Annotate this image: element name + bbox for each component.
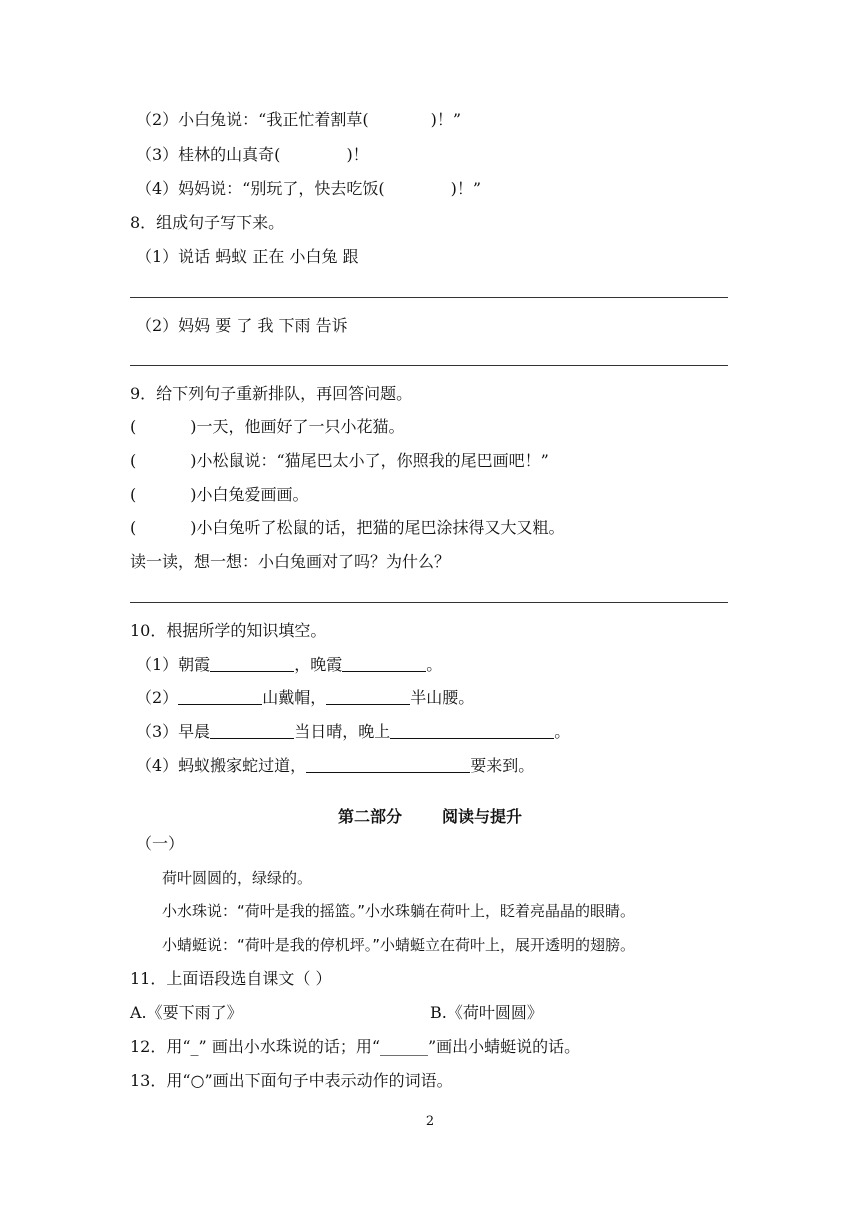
fill-blank[interactable] (210, 722, 294, 739)
q8-item-1: （1）说话 蚂蚁 正在 小白兔 跟 (136, 247, 359, 266)
fill-blank[interactable] (178, 688, 262, 705)
q7-item-3: （3）桂林的山真奇( )！ (136, 145, 369, 164)
q11-option-b[interactable]: B.《荷叶圆圆》 (430, 1003, 543, 1022)
fill-blank[interactable] (342, 655, 426, 672)
q10-item-1: （1）朝霞 ，晚霞 。 (136, 655, 443, 674)
page-number: 2 (425, 1114, 435, 1129)
q10-item-4: （4）蚂蚁搬家蛇过道， 要来到。 (136, 756, 535, 775)
q9-sentence-1: ( )一天，他画好了一只小花猫。 (130, 417, 405, 436)
q12-text: 12．用“_” 画出小水珠说的话；用“______”画出小蜻蜓说的话。 (130, 1037, 581, 1056)
passage-paragraph-1: 荷叶圆圆的，绿绿的。 (162, 869, 313, 887)
fill-blank[interactable] (306, 756, 470, 773)
fill-blank[interactable] (210, 655, 294, 672)
answer-line (130, 365, 728, 366)
answer-line (130, 602, 728, 603)
q10-title: 10．根据所学的知识填空。 (130, 621, 327, 640)
q8-title: 8．组成句子写下来。 (130, 213, 285, 232)
q11-title: 11．上面语段选自课文（ ） (130, 969, 332, 988)
q9-sentence-3: ( )小白兔爱画画。 (130, 485, 309, 504)
q10-item-3: （3）早晨 当日晴，晚上 。 (136, 722, 571, 741)
q8-item-2: （2）妈妈 要 了 我 下雨 告诉 (136, 316, 348, 335)
q9-sentence-2: ( )小松鼠说：“猫尾巴太小了，你照我的尾巴画吧！” (130, 451, 549, 470)
passage-paragraph-3: 小蜻蜓说：“荷叶是我的停机坪。”小蜻蜓立在荷叶上，展开透明的翅膀。 (162, 936, 636, 954)
fill-blank[interactable] (326, 688, 410, 705)
q9-question: 读一读，想一想：小白兔画对了吗？为什么？ (130, 552, 451, 571)
passage-number: （一） (136, 834, 185, 853)
q11-option-a[interactable]: A.《要下雨了》 (130, 1003, 243, 1022)
fill-blank[interactable] (390, 722, 554, 739)
q7-item-2: （2）小白兔说：“我正忙着割草( )！” (136, 110, 462, 129)
q10-item-2: （2） 山戴帽， 半山腰。 (136, 688, 475, 707)
section-title: 第二部分 阅读与提升 (337, 807, 523, 826)
passage-paragraph-2: 小水珠说：“荷叶是我的摇篮。”小水珠躺在荷叶上，眨着亮晶晶的眼睛。 (162, 902, 636, 920)
answer-line (130, 297, 728, 298)
q9-title: 9．给下列句子重新排队，再回答问题。 (130, 384, 413, 403)
q9-sentence-4: ( )小白兔听了松鼠的话，把猫的尾巴涂抹得又大又粗。 (130, 518, 565, 537)
q7-item-4: （4）妈妈说：“别玩了，快去吃饭( )！” (136, 179, 482, 198)
q13-text: 13．用“○”画出下面句子中表示动作的词语。 (130, 1071, 453, 1090)
